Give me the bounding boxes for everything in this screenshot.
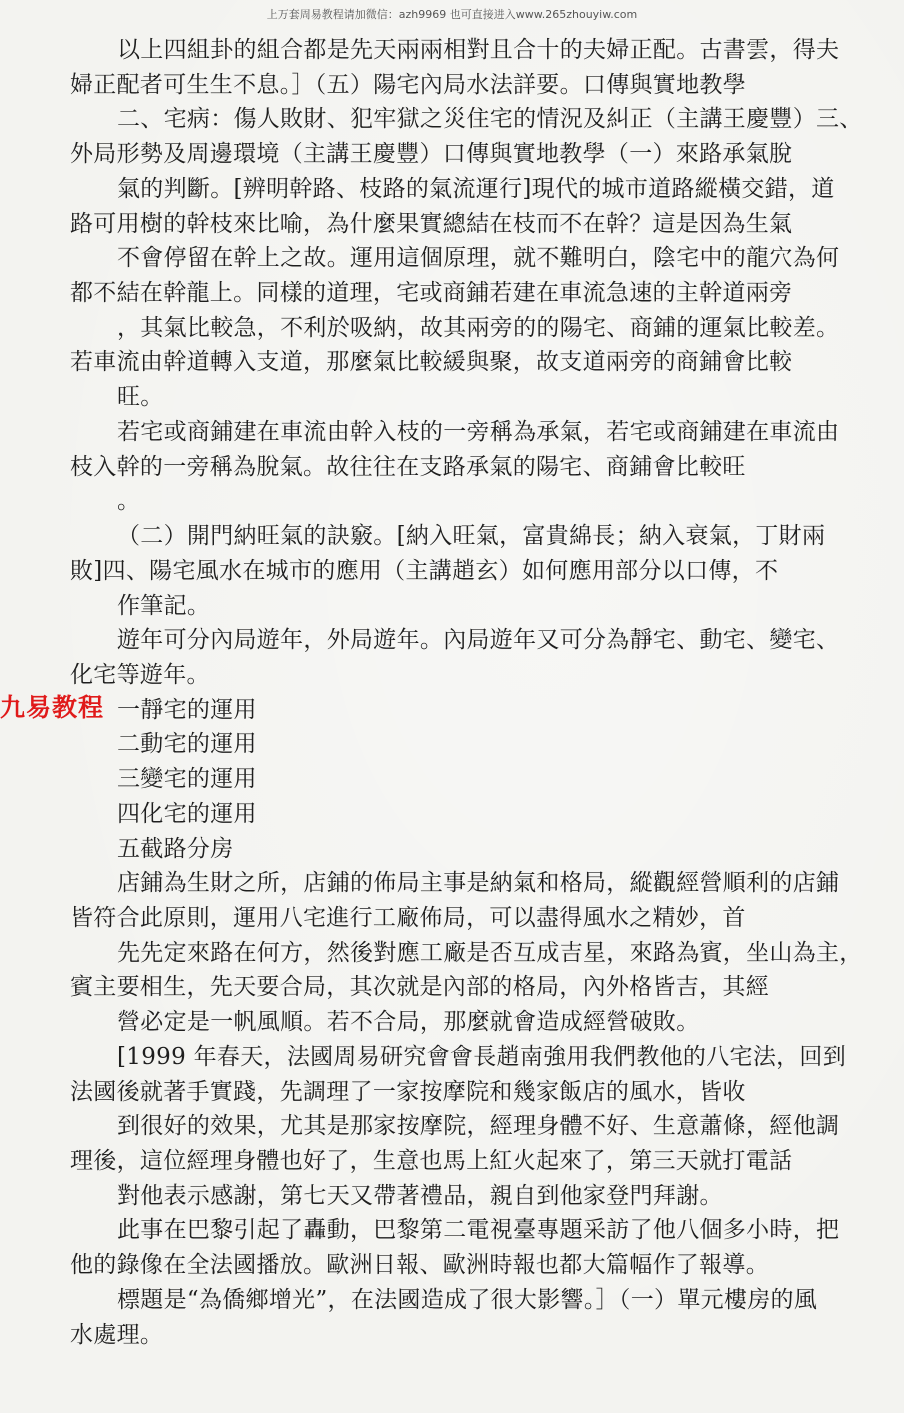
text-line: 外局形勢及周邊環境（主講王慶豐）口傳與實地教學（一）來路承氣脫 (70, 141, 793, 167)
top-banner: 上万套周易教程请加微信：azh9969 也可直接进入www.265zhouyiw.com (266, 8, 638, 21)
text-line: 。 (117, 488, 141, 514)
text-line: 三變宅的運用 (117, 766, 257, 792)
text-line: 標題是“為僑鄉增光”，在法國造成了很大影響。］（一）單元樓房的風 (117, 1287, 818, 1313)
text-line: 水處理。 (70, 1322, 164, 1348)
text-line: 此事在巴黎引起了轟動，巴黎第二電視臺專題采訪了他八個多小時，把 (117, 1217, 840, 1243)
text-line: 旺。 (117, 384, 164, 410)
text-line: 法國後就著手實踐，先調理了一家按摩院和幾家飯店的風水，皆收 (70, 1079, 746, 1105)
text-line: 敗]四、陽宅風水在城市的應用（主講趙玄）如何應用部分以口傳，不 (70, 558, 779, 584)
text-line: 二、宅病：傷人敗財、犯牢獄之災住宅的情況及糾正（主講王慶豐）三、 (117, 106, 863, 132)
text-line: 二動宅的運用 (117, 731, 257, 757)
text-line: 遊年可分內局遊年，外局遊年。內局遊年又可分為靜宅、動宅、變宅、 (117, 627, 840, 653)
text-line: 化宅等遊年。 (70, 662, 210, 688)
text-line: 對他表示感謝，第七天又帶著禮品，親自到他家登門拜謝。 (117, 1183, 723, 1209)
text-line: 到很好的效果，尤其是那家按摩院，經理身體不好、生意蕭條，經他調 (117, 1113, 840, 1139)
text-line: 先先定來路在何方，然後對應工廠是否互成吉星，來路為賓，坐山為主， (117, 940, 863, 966)
watermark-logo: 九易教程 (0, 693, 105, 722)
text-line: ，其氣比較急，不利於吸納，故其兩旁的的陽宅、商鋪的運氣比較差。 (117, 315, 840, 341)
text-line: 路可用樹的幹枝來比喻，為什麼果實總結在枝而不在幹？這是因為生氣 (70, 211, 793, 237)
text-line: 皆符合此原則，運用八宅進行工廠佈局，可以盡得風水之精妙，首 (70, 905, 746, 931)
text-line: 不會停留在幹上之故。運用這個原理，就不難明白，陰宅中的龍穴為何 (117, 245, 840, 271)
text-line: （二）開門納旺氣的訣竅。[納入旺氣，富貴綿長；納入衰氣，丁財兩 (117, 523, 826, 549)
text-line: 賓主要相生，先天要合局，其次就是內部的格局，內外格皆吉，其經 (70, 974, 769, 1000)
text-line: 氣的判斷。[辨明幹路、枝路的氣流運行]現代的城市道路縱橫交錯，道 (117, 176, 835, 202)
text-line: 營必定是一帆風順。若不合局，那麼就會造成經營破敗。 (117, 1009, 700, 1035)
text-line: 都不結在幹龍上。同樣的道理，宅或商鋪若建在車流急速的主幹道兩旁 (70, 280, 793, 306)
text-line: 婦正配者可生生不息。］（五）陽宅內局水法詳要。口傳與實地教學 (70, 72, 746, 98)
text-line: [1999 年春天，法國周易研究會會長趙南強用我們教他的八宅法，回到 (117, 1044, 847, 1070)
text-line: 五截路分房 (117, 836, 234, 862)
text-line: 一靜宅的運用 (117, 697, 257, 723)
text-line: 以上四組卦的組合都是先天兩兩相對且合十的夫婦正配。古書雲，得夫 (117, 37, 840, 63)
text-line: 理後，這位經理身體也好了，生意也馬上紅火起來了，第三天就打電話 (70, 1148, 793, 1174)
text-line: 若宅或商鋪建在車流由幹入枝的一旁稱為承氣，若宅或商鋪建在車流由 (117, 419, 840, 445)
text-line: 枝入幹的一旁稱為脫氣。故往往在支路承氣的陽宅、商鋪會比較旺 (70, 454, 746, 480)
text-line: 若車流由幹道轉入支道，那麼氣比較緩與聚，故支道兩旁的商鋪會比較 (70, 349, 793, 375)
text-line: 四化宅的運用 (117, 801, 257, 827)
text-line: 作筆記。 (117, 593, 211, 619)
text-line: 店鋪為生財之所，店鋪的佈局主事是納氣和格局，縱觀經營順利的店鋪 (117, 870, 840, 896)
text-line: 他的錄像在全法國播放。歐洲日報、歐洲時報也都大篇幅作了報導。 (70, 1252, 769, 1278)
